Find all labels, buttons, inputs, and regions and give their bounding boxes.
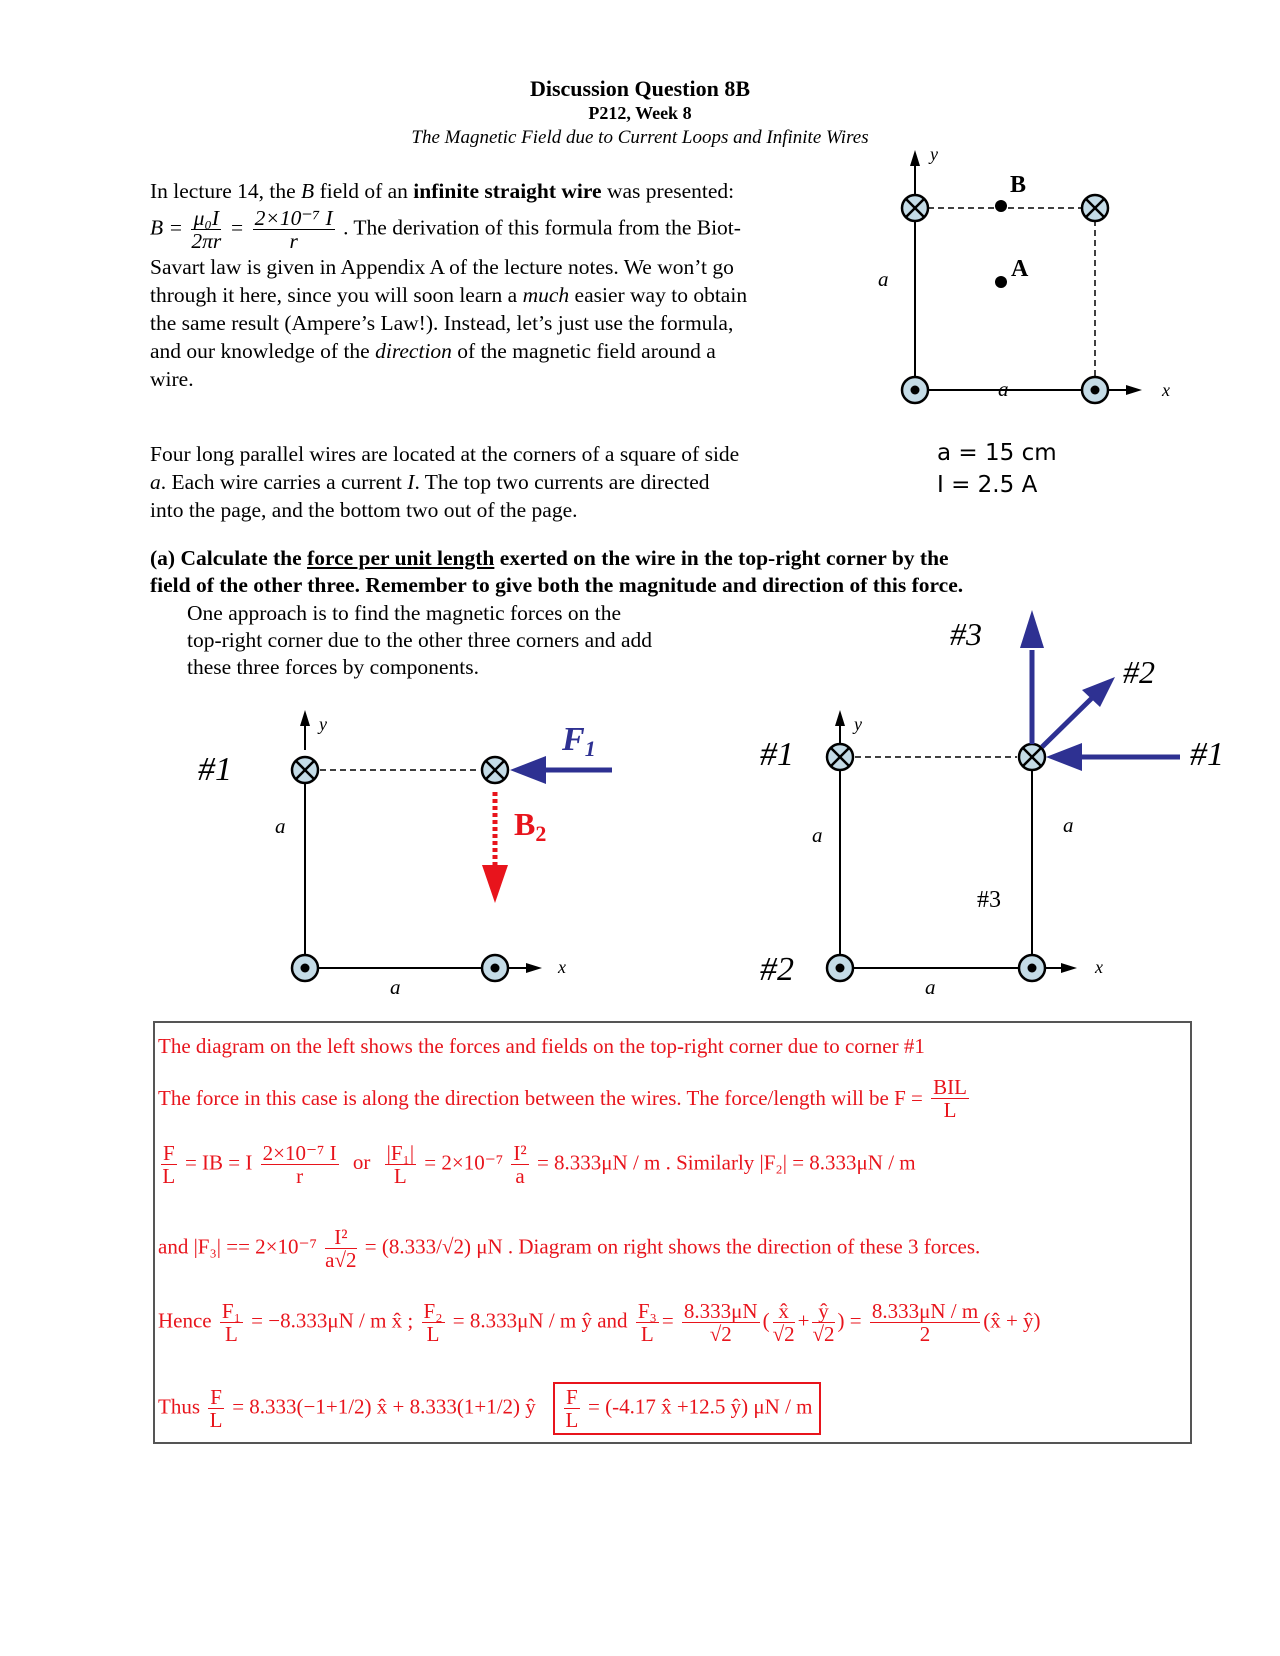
wire-into-page-icon xyxy=(292,757,318,783)
wire-out-of-page-icon xyxy=(827,955,853,981)
left-force-diagram xyxy=(180,700,640,1000)
solution-line-6: Thus $\frac{F}{L}$ = 8.333(−1+1/2) x̂ + 8.333(1+1/2) ŷ $\frac{F}{L}$ = (-4.17 x̂ +12.5 ŷ) μN / m xyxy=(158,1382,821,1435)
wire-out-of-page-icon xyxy=(902,377,928,403)
corner-3-label: #3 xyxy=(977,887,1001,913)
field-b2-arrow xyxy=(482,792,508,903)
right-label-a: a xyxy=(1063,813,1074,837)
solution-line-3: $\frac{F}{L}$ = IB = I $\frac{\text{2×10⁻⁷ I}}{r}$ or $\frac{\text{|F₁|}}{L}$ = 2×10⁻⁷ $\frac{\text{I²}}{a}$ = 8.333μN / m . Similarly |F₂| = 8.333μN / m xyxy=(162,1141,916,1188)
force-2-label: #2 xyxy=(1123,654,1155,690)
x-axis-label: x xyxy=(1162,380,1170,400)
y-axis-label: y xyxy=(930,144,938,164)
bottom-label-a: a xyxy=(390,975,401,999)
page-subtitle: The Magnetic Field due to Current Loops and Infinite Wires xyxy=(411,127,869,148)
y-axis-label: y xyxy=(854,714,862,734)
solution-line-2: The force in this case is along the direction between the wires. The force/length will be F = $\frac{\text{BIL}}{L}$ xyxy=(158,1075,967,1122)
side-label-a: a xyxy=(812,823,823,847)
b-field-formula: B = $\frac{\text{μ₀I}}{2\pi r}$ = $\frac{\text{2×10⁻⁷ I}}{r}$ . The derivation of this formula from the Biot- xyxy=(150,206,741,253)
side-label-a: a xyxy=(275,814,286,838)
page-title: Discussion Question 8B xyxy=(529,76,751,101)
bottom-label-a: a xyxy=(925,975,936,999)
x-axis-label: x xyxy=(558,957,566,977)
solution-line-5: Hence $\frac{\text{F₁}}{L}$ = −8.333μN / m x̂ ; $\frac{\text{F₂}}{L}$ = 8.333μN / m ŷ and $\frac{\text{F₃}}{L}$ = $\frac{8.333\mu N}{√2}$ ( $\frac{x̂}{√2}$ + $\frac{ŷ}{√2}$ ) = $\frac{8.333\mu N / m}{2}$ (x̂ + ŷ) xyxy=(158,1299,1041,1346)
wire-out-of-page-icon xyxy=(1019,955,1045,981)
force-f2-arrow xyxy=(1020,610,1044,744)
field-b2-label: B2 xyxy=(514,806,547,846)
force-f3-arrow xyxy=(1042,677,1115,747)
setup-paragraph: Four long parallel wires are located at the corners of a square of side a. Each wire carries a current I. The top two currents are directed into the page, and the bottom two out of the page. xyxy=(150,442,740,522)
corner-1-label: #1 xyxy=(198,751,232,788)
part-a-hint: One approach is to find the magnetic forces on the top-right corner due to the other three corners and add these three forces by components. xyxy=(187,601,653,679)
force-1-label: #1 xyxy=(1190,736,1224,773)
intro-line-1: In lecture 14, the B field of an infinite straight wire was presented: xyxy=(150,179,735,203)
corner-1-label: #1 xyxy=(760,736,794,773)
point-A-label: A xyxy=(1011,256,1029,282)
point-B-label: B xyxy=(1010,172,1027,198)
force-f1-label: F1 xyxy=(562,721,596,761)
wire-into-page-icon xyxy=(1082,195,1108,221)
wire-into-page-icon xyxy=(827,744,853,770)
force-f1-arrow xyxy=(1046,743,1180,771)
bottom-label-a: a xyxy=(998,377,1009,401)
point-A-dot xyxy=(995,276,1007,288)
part-a-question: (a) Calculate the force per unit length exerted on the wire in the top-right corner by the field of the other three. Remember to give both the magnitude and direction of this force. xyxy=(150,546,964,597)
param-I: I = 2.5 A xyxy=(937,472,1038,498)
wire-into-page-icon xyxy=(1019,744,1045,770)
wire-out-of-page-icon xyxy=(1082,377,1108,403)
solution-line-1: The diagram on the left shows the forces and fields on the top-right corner due to corner #1 xyxy=(158,1034,925,1058)
corner-2-label: #2 xyxy=(760,951,794,988)
right-force-diagram xyxy=(740,610,1260,1000)
y-axis-label: y xyxy=(319,714,327,734)
force-3-label: #3 xyxy=(950,616,982,652)
intro-paragraph: In lecture 14, the B field of an infinite straight wire was presented: B = $\frac{\text{μ₀I}}{2\pi r}$ = $\frac{\text{2×10⁻⁷ I}}{r}$ . The derivation of this formula from the Biot- Savart law is given in Appendix A of the lecture notes. We won’t go through it here, since you will soon learn a much easier way to obtain the same result (Ampere’s Law!). Instead, let’s just use the formula, and our knowledge of the direction of the magnetic field around a wire. xyxy=(150,177,850,393)
wire-into-page-icon xyxy=(482,757,508,783)
wire-into-page-icon xyxy=(902,195,928,221)
solution-line-4: and |F₃| == 2×10⁻⁷ $\frac{\text{I²}}{a√2}$ = (8.333/√2) μN . Diagram on right shows the direction of these 3 forces. xyxy=(158,1225,981,1272)
final-answer-box: $\frac{F}{L}$ = (-4.17 x̂ +12.5 ŷ) μN / m xyxy=(553,1382,820,1435)
x-axis-label: x xyxy=(1095,957,1103,977)
point-B-dot xyxy=(995,200,1007,212)
course-week: P212, Week 8 xyxy=(588,103,692,123)
force-f1-arrow xyxy=(510,756,612,784)
square-diagram-top xyxy=(870,140,1200,420)
wire-out-of-page-icon xyxy=(482,955,508,981)
param-a: a = 15 cm xyxy=(937,440,1057,466)
wire-out-of-page-icon xyxy=(292,955,318,981)
side-label-a: a xyxy=(878,267,889,291)
